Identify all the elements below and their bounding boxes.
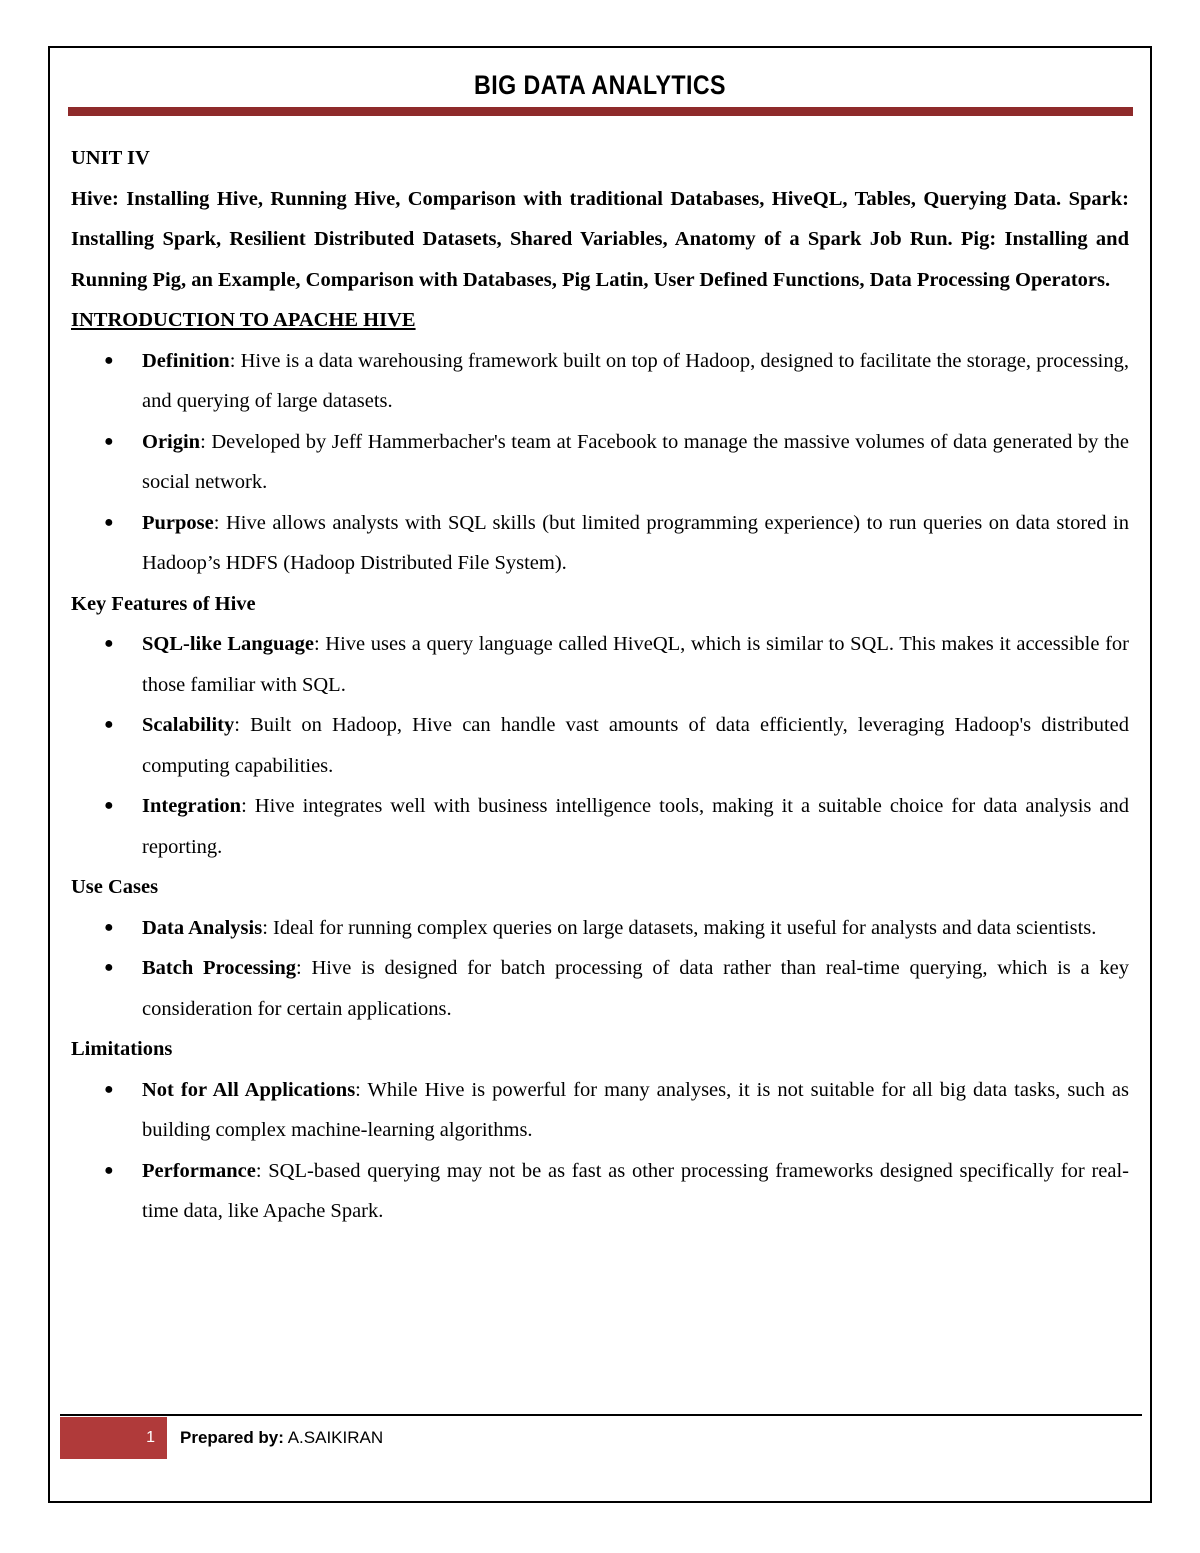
bullet-icon: ● [104,432,114,450]
item-text: : Hive is a data warehousing framework built on top of Hadoop, designed to facilitate the storage, processing, and querying of large datasets. [142,349,1129,412]
document-title: BIG DATA ANALYTICS [473,70,726,100]
usecases-heading: Use Cases [71,876,159,898]
list-item [71,908,1129,949]
bullet-icon: ● [104,1080,114,1098]
limitations-list [71,1070,1129,1232]
list-item [71,948,1129,1029]
bullet-icon: ● [104,513,114,531]
bullet-icon: ● [104,959,114,976]
bullet-icon: ● [104,797,114,814]
list-item [71,341,1129,422]
item-term: Definition [142,349,230,372]
item-term: Performance [142,1159,256,1182]
item-text: : Built on Hadoop, Hive can handle vast amounts of data efficiently, leveraging Hadoop's distributed computing capabilities. [142,714,1129,777]
features-heading: Key Features of Hive [71,592,256,615]
footer-rule [60,1414,1142,1416]
bullet-icon: ● [104,635,114,652]
bullet-icon: ● [104,1161,114,1179]
item-term: SQL-like Language [142,633,314,655]
item-term: Batch Processing [142,957,297,979]
list-item [71,1070,1129,1151]
intro-heading: INTRODUCTION TO APACHE HIVE [71,309,416,331]
title-rule [68,107,1133,116]
page-number: 1 [146,1429,155,1446]
footer-credit [180,1417,383,1459]
list-item [71,786,1129,867]
features-list [71,624,1129,867]
item-term: Scalability [142,714,235,736]
item-term: Integration [142,795,242,817]
item-term: Not for All Applications [142,1078,356,1101]
list-item [71,624,1129,705]
prepared-label: Prepared by: [180,1428,284,1447]
bullet-icon: ● [104,918,114,936]
item-text: : Hive allows analysts with SQL skills (but limited programming experience) to run queries on data stored in Hadoop’s HDFS (Hadoop Distributed File System). [142,511,1129,574]
bullet-icon: ● [104,351,114,369]
item-text: : Developed by Jeff Hammerbacher's team at Facebook to manage the massive volumes of data generated by the social network. [142,430,1129,493]
document-body [71,138,1129,1232]
list-item [71,1151,1129,1232]
item-text: : SQL-based querying may not be as fast as other processing frameworks designed specifically for real-time data, like Apache Spark. [142,1159,1129,1222]
item-term: Purpose [142,511,214,534]
list-item [71,705,1129,786]
author-name: A.SAIKIRAN [283,1428,384,1447]
limitations-heading: Limitations [71,1038,173,1060]
bullet-icon: ● [104,716,114,733]
item-text: : Hive integrates well with business intelligence tools, making it a suitable choice for data analysis and reporting. [142,795,1129,858]
item-text: : While Hive is powerful for many analyses, it is not suitable for all big data tasks, such as building complex machine-learning algorithms. [142,1078,1129,1141]
item-term: Origin [142,430,201,453]
intro-list [71,341,1129,584]
item-text: : Ideal for running complex queries on large datasets, making it useful for analysts and data scientists. [262,916,1097,939]
unit-syllabus: Hive: Installing Hive, Running Hive, Comparison with traditional Databases, HiveQL, Tables, Querying Data. Spark: Installing Spark, Resilient Distributed Datasets, Shared Variables, Anatomy of a Spark Job Run. Pig: Installing and Running Pig, an Example, Comparison with Databases, Pig Latin, User Defined Functions, Data Processing Operators. [71,187,1129,291]
item-term: Data Analysis [142,916,263,939]
item-text: : Hive is designed for batch processing of data rather than real-time querying, which is a key consideration for certain applications. [142,957,1129,1020]
item-text: : Hive uses a query language called HiveQL, which is similar to SQL. This makes it accessible for those familiar with SQL. [142,633,1129,696]
usecases-list [71,908,1129,1030]
list-item [71,422,1129,503]
list-item [71,503,1129,584]
unit-label: UNIT IV [71,147,150,169]
